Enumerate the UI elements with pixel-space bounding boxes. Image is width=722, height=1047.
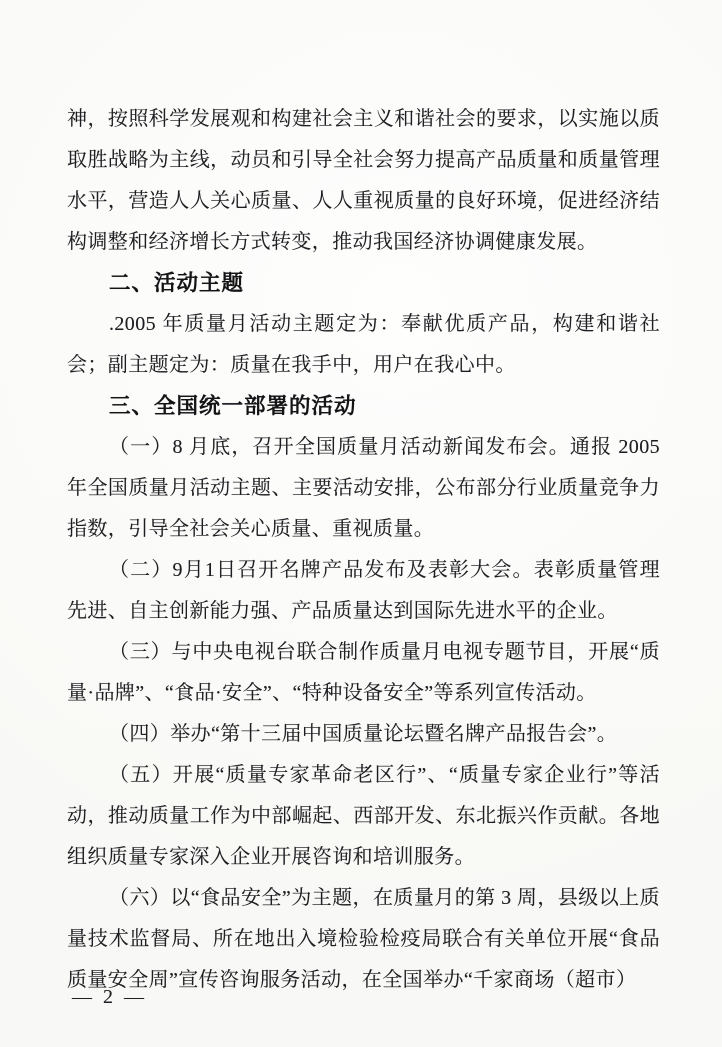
paragraph-theme: .2005 年质量月活动主题定为：奉献优质产品，构建和谐社会；副主题定为：质量在我手中，用户在我心中。 bbox=[67, 313, 660, 376]
paragraph-item-6: （六）以“食品安全”为主题，在质量月的第 3 周，县级以上质量技术监督局、所在地出入境检验检疫局联合有关单位开展“食品质量安全周”宣传咨询服务活动，在全国举办“千家商场（超市） bbox=[67, 887, 660, 991]
paragraph-item-4: （四）举办“第十三届中国质量论坛暨名牌产品报告会”。 bbox=[109, 723, 618, 745]
paragraph-continuation: 神，按照科学发展观和构建社会主义和谐社会的要求，以实施以质取胜战略为主线，动员和引导全社会努力提高产品质量和质量管理水平，营造人人关心质量、人人重视质量的良好环境，促进经济结构调整和经济增长方式转变，推动我国经济协调健康发展。 bbox=[67, 108, 660, 253]
section-heading-activity-theme: 二、活动主题 bbox=[109, 271, 245, 295]
page-number: — 2 — bbox=[72, 986, 147, 1008]
section-heading-national-activities: 三、全国统一部署的活动 bbox=[109, 394, 357, 418]
document-body bbox=[67, 99, 660, 1001]
paragraph-item-5: （五）开展“质量专家革命老区行”、“质量专家企业行”等活动，推动质量工作为中部崛起、西部开发、东北振兴作贡献。各地组织质量专家深入企业开展咨询和培训服务。 bbox=[67, 764, 660, 868]
paragraph-item-1: （一）8 月底，召开全国质量月活动新闻发布会。通报 2005 年全国质量月活动主题、主要活动安排，公布部分行业质量竞争力指数，引导全社会关心质量、重视质量。 bbox=[67, 436, 660, 540]
paragraph-item-2: （二）9月1日召开名牌产品发布及表彰大会。表彰质量管理先进、自主创新能力强、产品质量达到国际先进水平的企业。 bbox=[67, 559, 660, 622]
paragraph-item-3: （三）与中央电视台联合制作质量月电视专题节目，开展“质量·品牌”、“食品·安全”、“特种设备安全”等系列宣传活动。 bbox=[67, 641, 660, 704]
